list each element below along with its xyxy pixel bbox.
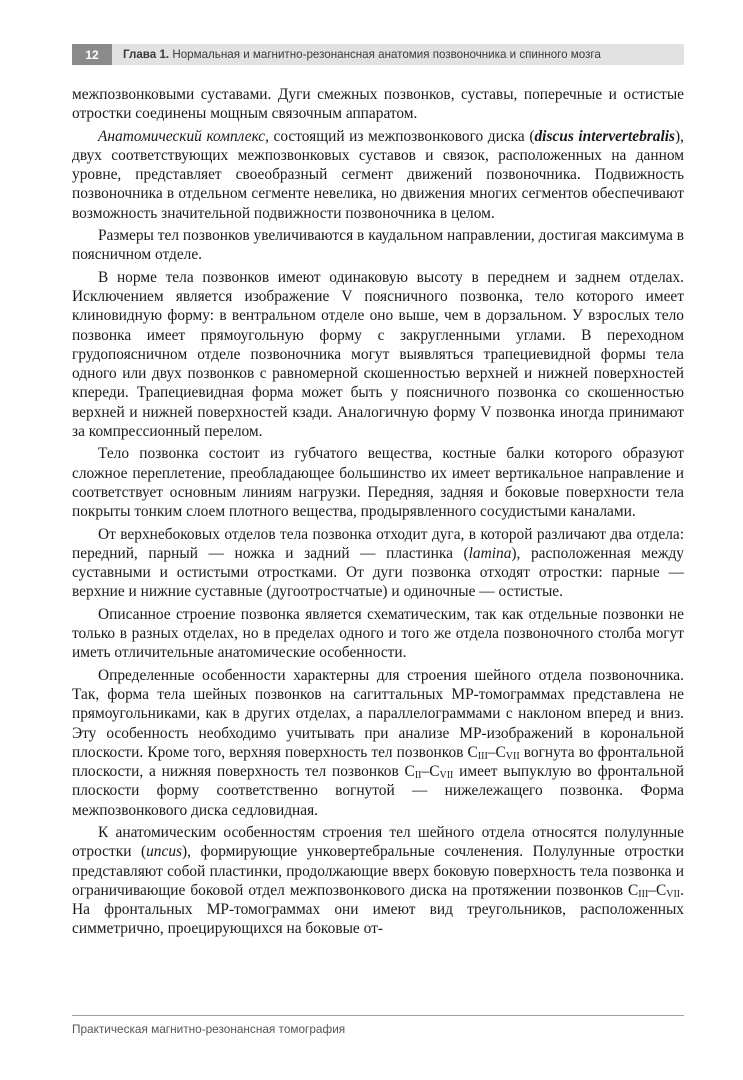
subscript: VII bbox=[439, 770, 454, 782]
subscript: VII bbox=[505, 750, 520, 762]
paragraph bbox=[72, 444, 684, 521]
paragraph bbox=[72, 85, 684, 124]
running-header bbox=[72, 44, 684, 65]
text-run: К анатомическим особенностям строения тел шейного отдела относятся полулунные отростки ( bbox=[72, 823, 684, 861]
paragraph bbox=[72, 127, 684, 223]
subscript: VII bbox=[666, 888, 681, 900]
text-run: . На фронтальных МР-томограммах они имеют вид треугольников, расположенных симметрично, проецирующихся на боковые от- bbox=[72, 881, 684, 938]
italic-term: Анатомический комплекс bbox=[98, 127, 266, 145]
subscript: III bbox=[477, 750, 488, 762]
text-run: , состоящий из межпозвонкового диска ( bbox=[265, 127, 535, 145]
text-run: Определенные особенности характерны для строения шейного отдела позвоночника. Так, форма тела шейных позвонков на сагиттальных МР-томограммах представлена не прямоугольниками, как в других отделах, а параллелограммами с наклоном вперед и вниз. Эту особенность необходимо учитывать при анализе МР-изображений в корональной плоскости. Кроме того, верхняя поверхность тел позвонков C bbox=[72, 666, 684, 761]
text-run: От верхнебоковых отделов тела позвонка отходит дуга, в которой различают два отдела: передний, парный — ножка и задний — пластинка ( bbox=[72, 525, 684, 562]
paragraph bbox=[72, 605, 684, 663]
subscript: III bbox=[638, 888, 649, 900]
paragraph bbox=[72, 525, 684, 602]
text-run: ), двух соответствующих межпозвонковых суставов и связок, расположенных на данном уровне, представляет своеобразный сегмент движений позвоночника. Подвижность позвоночника в отдельном сегменте невелика, но движения многих сегментов обеспечивают возможность значительной подвижности позвоночника в целом. bbox=[72, 127, 684, 222]
paragraph bbox=[72, 268, 684, 442]
italic-term: uncus bbox=[146, 843, 183, 861]
text-run: имеет выпуклую во фронтальной плоскости форму соответственно вогнутой — нижележащего позвонка. Форма межпозвонкового диска седловидная. bbox=[72, 763, 684, 819]
italic-term: lamina bbox=[468, 544, 512, 562]
text-run: Тело позвонка состоит из губчатого вещества, костные балки которого образуют сложное переплетение, преобладающее большинство их имеет вертикальное направление и соответствует основным линиям нагрузки. Передняя, задняя и боковые поверхности тела покрыты тонким слоем плотного вещества, продырявленного сосудистыми каналами. bbox=[72, 445, 684, 521]
text-run: ), расположенная между суставными и остистыми отростками. От дуги позвонка отходят отростки: парные — верхние и нижние суставные (дугоотростчатые) и одиночные — остистые. bbox=[72, 544, 684, 601]
italic-term: discus intervertebralis bbox=[534, 127, 675, 145]
text-run: Размеры тел позвонков увеличиваются в каудальном направлении, достигая максимума в поясничном отделе. bbox=[72, 227, 684, 264]
chapter-heading bbox=[112, 48, 601, 61]
paragraph bbox=[72, 666, 684, 820]
chapter-title: Нормальная и магнитно-резонансная анатомия позвоночника и спинного мозга bbox=[172, 48, 601, 61]
text-run: –C bbox=[487, 743, 506, 761]
subscript: II bbox=[414, 770, 422, 782]
text-run: Описанное строение позвонка является схематическим, так как отдельные позвонки не только в разных отделах, но в пределах одного и того же отдела позвоночного столба могут иметь отличительные анатомические особенности. bbox=[72, 605, 684, 662]
text-run: межпозвонковыми суставами. Дуги смежных позвонков, суставы, поперечные и остистые отростки соединены мощным связочным аппаратом. bbox=[72, 86, 684, 123]
page-number: 12 bbox=[72, 44, 112, 65]
chapter-label: Глава 1. bbox=[123, 48, 170, 61]
running-footer bbox=[72, 1015, 684, 1036]
paragraph bbox=[72, 823, 684, 939]
footer-text: Практическая магнитно-резонансная томография bbox=[72, 1022, 346, 1036]
text-run: –C bbox=[648, 881, 667, 899]
text-run: –C bbox=[421, 763, 440, 781]
body-text bbox=[72, 85, 684, 942]
text-run: ), формирующие унковертебральные сочленения. Полулунные отростки представляют собой пластинки, продолжающие вверх боковую поверхность тела позвонка и ограничивающие боковой отдел межпозвонкового диска на протяжении позвонков C bbox=[72, 843, 684, 899]
text-run: вогнута во фронтальной плоскости, а нижняя поверхность тел позвонков C bbox=[72, 743, 684, 781]
text-run: В норме тела позвонков имеют одинаковую высоту в переднем и заднем отделах. Исключением является изображение V поясничного позвонка, тело которого имеет клиновидную форму: в вентральном отделе оно выше, чем в дорзальном. У взрослых тело позвонка имеет прямоугольную форму с закругленными углами. В переходном грудопоясничном отделе позвоночника могут выявляться трапециевидной формы тела одного или двух позвонков с равномерной скошенностью верхней и нижней поверхностей кпереди. Трапециевидная форма может быть у поясничного позвонка со скошенностью верхней и нижней поверхностей кзади. Аналогичную форму V позвонка иногда принимают за компрессионный перелом. bbox=[72, 268, 684, 441]
paragraph bbox=[72, 226, 684, 265]
